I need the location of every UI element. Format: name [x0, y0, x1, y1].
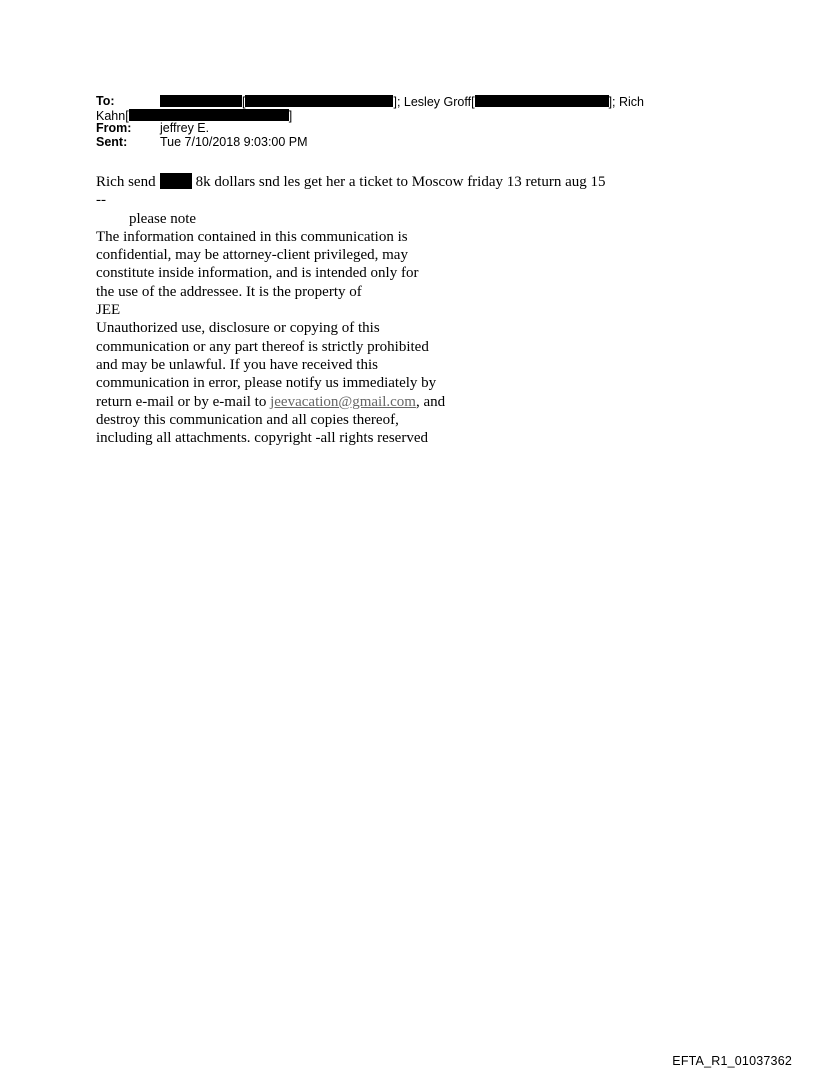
disclaimer-line: communication in error, please notify us immediately by — [96, 375, 437, 392]
disclaimer-line: the use of the addressee. It is the property of — [96, 283, 362, 300]
disclaimer-line: constitute inside information, and is intended only for — [96, 265, 419, 282]
to-label: To: — [96, 94, 115, 108]
document-id: EFTA_R1_01037362 — [672, 1054, 792, 1068]
disclaimer-line: communication or any part thereof is strictly prohibited — [96, 338, 429, 355]
disclaimer-line: destroy this communication and all copies thereof, — [96, 411, 399, 428]
disclaimer-line: including all attachments. copyright -all rights reserved — [96, 430, 428, 447]
to-row-continued: Kahn[ ] — [96, 108, 293, 123]
return-suffix: , and — [415, 393, 446, 410]
redaction-box — [245, 95, 393, 107]
sent-label: Sent: — [96, 134, 128, 149]
redaction-box — [160, 95, 242, 107]
return-prefix: return e-mail or by e-mail to — [96, 393, 271, 410]
disclaimer-line-with-link — [96, 393, 696, 411]
message-prefix: Rich send — [96, 174, 156, 190]
redaction-box — [475, 95, 609, 107]
disclaimer-line: The information contained in this communication is — [96, 228, 408, 245]
disclaimer-line: confidential, may be attorney-client privileged, may — [96, 247, 408, 264]
email-header — [96, 95, 696, 149]
disclaimer-line: JEE — [96, 302, 121, 319]
recipient-name: Rich — [618, 95, 644, 109]
email-link[interactable]: jeevacation@gmail.com — [270, 393, 416, 410]
redaction-box — [129, 109, 289, 121]
sent-value: Tue 7/10/2018 9:03:00 PM — [160, 134, 308, 149]
to-recipients: [ ]; Lesley Groff[ ]; Rich — [160, 95, 644, 110]
message-suffix: 8k dollars snd les get her a ticket to Moscow friday 13 return aug 15 — [195, 174, 606, 190]
from-row — [96, 122, 696, 136]
recipient-name: Kahn — [96, 108, 126, 123]
from-value: jeffrey E. — [160, 121, 210, 135]
to-row — [96, 95, 696, 109]
sent-row — [96, 136, 696, 150]
recipient-name: Lesley Groff — [403, 95, 472, 109]
separator: -- — [96, 192, 106, 209]
please-note: please note — [129, 210, 197, 227]
redaction-box — [160, 173, 192, 189]
from-label: From: — [96, 121, 132, 135]
disclaimer-line: Unauthorized use, disclosure or copying of this — [96, 320, 380, 337]
email-body — [96, 173, 696, 447]
disclaimer-line: and may be unlawful. If you have received this — [96, 356, 378, 373]
message-line — [96, 173, 696, 191]
